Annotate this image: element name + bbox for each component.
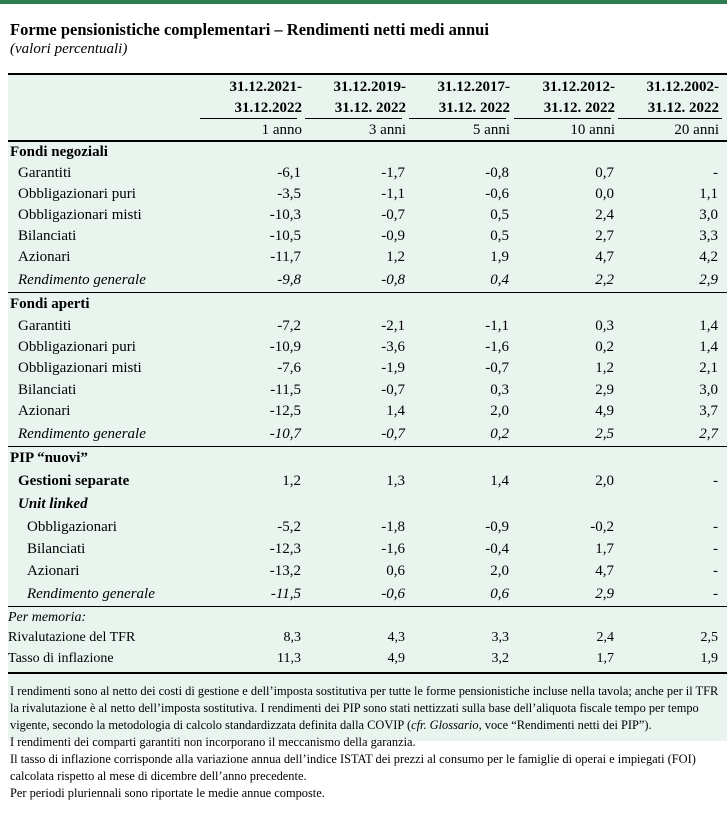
cell-value: -9,8 <box>277 272 301 288</box>
cell-value: 1,7 <box>596 651 614 666</box>
row-label: Rendimento generale <box>27 586 155 602</box>
cell-value: 1,4 <box>386 403 405 419</box>
cell-value: 2,2 <box>595 272 614 288</box>
cell-value: -2,1 <box>381 318 405 334</box>
table-row <box>8 336 727 358</box>
col3-period-start: 31.12.2017- <box>437 79 510 95</box>
table-row <box>8 538 727 560</box>
cell-value: 1,2 <box>595 360 614 376</box>
row-label: Azionari <box>27 563 80 579</box>
cell-value: 4,3 <box>387 630 405 645</box>
cell-value: 4,9 <box>595 403 614 419</box>
note-glossary-ref: cfr. Glossario <box>411 718 479 732</box>
cell-value: 2,7 <box>595 228 614 244</box>
table-row <box>8 379 727 401</box>
cell-value: - <box>713 586 718 602</box>
cell-value: -11,5 <box>270 382 301 398</box>
cell-value: -0,7 <box>381 207 405 223</box>
row-label: Obbligazionari misti <box>18 360 142 376</box>
cell-value: 4,7 <box>595 249 614 265</box>
cell-value: -11,5 <box>270 586 301 602</box>
cell-value: 1,4 <box>699 339 718 355</box>
cell-value: -0,9 <box>381 228 405 244</box>
cell-value: -10,9 <box>269 339 301 355</box>
row-label: Azionari <box>18 249 71 265</box>
row-label: Obbligazionari <box>27 519 117 535</box>
cell-value: - <box>713 541 718 557</box>
cell-value: 0,3 <box>595 318 614 334</box>
section-title: Fondi aperti <box>10 296 90 312</box>
cell-value: 8,3 <box>283 630 301 645</box>
row-label: Obbligazionari puri <box>18 339 136 355</box>
col2-horizon: 3 anni <box>368 122 406 138</box>
total-row <box>8 583 727 605</box>
cell-value: 0,2 <box>490 426 509 442</box>
col5-underline <box>618 118 722 119</box>
note-inflation: Il tasso di inflazione corrisponde alla variazione annua dell’indice ISTAT dei prezzi al consumo per le famiglie di operai e impiegati (FOI) calcolata rispetto al mese di dicembre dell’anno precedente. <box>10 752 696 783</box>
cell-value: 4,7 <box>595 563 614 579</box>
col2-period-end: 31.12. 2022 <box>334 100 406 116</box>
row-label: Garantiti <box>18 165 72 181</box>
subsection-title: Unit linked <box>18 496 88 512</box>
table-row <box>8 162 727 184</box>
row-label: Obbligazionari puri <box>18 186 136 202</box>
cell-value: 2,1 <box>699 360 718 376</box>
col1-horizon: 1 anno <box>261 122 302 138</box>
col5-period-start: 31.12.2002- <box>646 79 719 95</box>
top-accent-bar <box>0 0 727 4</box>
cell-value: 2,0 <box>490 563 509 579</box>
col2-underline <box>305 118 402 119</box>
cell-value: 2,0 <box>595 473 614 489</box>
cell-value: 0,3 <box>490 382 509 398</box>
cell-value: -10,7 <box>269 426 301 442</box>
cell-value: -1,1 <box>381 186 405 202</box>
note-text: I rendimenti sono al netto dei costi di gestione e dell’imposta sostitutiva per tutte le forme pensionistiche incluse nella tavola; anche per il TFR la rivalutazione è al netto dell’imposta sostitutiva. I rendimenti dei PIP sono stati nettizzati sulla base dell’aliquota fiscale tempo per tempo vigente, secondo la metodologia di calcolo standardizzata definita dalla COVIP ( <box>10 684 719 732</box>
cell-value: -12,5 <box>269 403 301 419</box>
cell-value: 1,7 <box>595 541 614 557</box>
cell-value: -11,7 <box>270 249 301 265</box>
note-averages: Per periodi pluriennali sono riportate le medie annue composte. <box>10 786 325 800</box>
cell-value: 0,6 <box>490 586 509 602</box>
table-row <box>8 560 727 582</box>
cell-value: 2,9 <box>699 272 718 288</box>
col1-period-end: 31.12.2022 <box>234 100 302 116</box>
cell-value: -0,2 <box>590 519 614 535</box>
total-row <box>8 269 727 291</box>
col5-period-end: 31.12. 2022 <box>647 100 719 116</box>
memoria-header <box>8 607 727 629</box>
memoria-title: Per memoria: <box>8 610 87 625</box>
section-header-fondi-aperti <box>8 293 727 315</box>
cell-value: 2,7 <box>699 426 718 442</box>
cell-value: 3,2 <box>491 651 509 666</box>
col3-underline <box>409 118 506 119</box>
cell-value: 0,7 <box>595 165 614 181</box>
cell-value: - <box>713 165 718 181</box>
cell-value: 1,4 <box>490 473 509 489</box>
table-top-rule <box>8 73 727 75</box>
table-subtitle: (valori percentuali) <box>10 41 128 57</box>
cell-value: 3,0 <box>699 382 718 398</box>
col4-period-end: 31.12. 2022 <box>543 100 615 116</box>
note-text: , voce “Rendimenti netti dei PIP”). <box>478 718 652 732</box>
cell-value: 2,9 <box>595 586 614 602</box>
section-title: Fondi negoziali <box>10 144 108 160</box>
cell-value: -0,8 <box>381 272 405 288</box>
cell-value: -7,2 <box>277 318 301 334</box>
table-row <box>8 357 727 379</box>
cell-value: 2,4 <box>596 630 614 645</box>
cell-value: -0,7 <box>381 426 405 442</box>
table-title: Forme pensionistiche complementari – Rendimenti netti medi annui <box>10 20 489 39</box>
column-headers <box>8 73 727 141</box>
col4-underline <box>514 118 611 119</box>
cell-value: 2,4 <box>595 207 614 223</box>
section-title: PIP “nuovi” <box>10 450 88 466</box>
cell-value: -1,1 <box>485 318 509 334</box>
row-label: Rendimento generale <box>18 272 146 288</box>
cell-value: -1,8 <box>381 519 405 535</box>
cell-value: -3,5 <box>277 186 301 202</box>
cell-value: 1,9 <box>490 249 509 265</box>
cell-value: 3,3 <box>491 630 509 645</box>
cell-value: 0,5 <box>490 207 509 223</box>
row-label: Bilanciati <box>18 228 77 244</box>
cell-value: -0,6 <box>381 586 405 602</box>
cell-value: 2,9 <box>595 382 614 398</box>
table-row <box>8 400 727 422</box>
cell-value: -10,3 <box>269 207 301 223</box>
unit-linked-header <box>8 493 727 515</box>
cell-value: 0,4 <box>490 272 509 288</box>
col2-period-start: 31.12.2019- <box>333 79 406 95</box>
row-label: Bilanciati <box>18 382 77 398</box>
cell-value: 4,2 <box>699 249 718 265</box>
cell-value: 2,5 <box>700 630 718 645</box>
row-label: Rivalutazione del TFR <box>8 630 136 645</box>
cell-value: -10,5 <box>269 228 301 244</box>
cell-value: -6,1 <box>277 165 301 181</box>
row-label: Garantiti <box>18 318 72 334</box>
row-label: Gestioni separate <box>18 473 130 489</box>
table-row <box>8 315 727 337</box>
cell-value: 2,5 <box>595 426 614 442</box>
col1-period-start: 31.12.2021- <box>229 79 302 95</box>
cell-value: 0,5 <box>490 228 509 244</box>
row-label: Bilanciati <box>27 541 86 557</box>
table-notes <box>10 683 722 802</box>
table-row <box>8 225 727 247</box>
col4-horizon: 10 anni <box>570 122 615 138</box>
cell-value: -7,6 <box>277 360 301 376</box>
row-label: Rendimento generale <box>18 426 146 442</box>
cell-value: 3,3 <box>699 228 718 244</box>
cell-value: -1,6 <box>485 339 509 355</box>
table-row <box>8 204 727 226</box>
cell-value: -0,6 <box>485 186 509 202</box>
note-guarantee: I rendimenti dei comparti garantiti non incorporano il meccanismo della garanzia. <box>10 735 416 749</box>
row-label: Azionari <box>18 403 71 419</box>
cell-value: -0,7 <box>381 382 405 398</box>
cell-value: -1,6 <box>381 541 405 557</box>
cell-value: 1,1 <box>699 186 718 202</box>
table-row <box>8 627 727 649</box>
cell-value: -0,8 <box>485 165 509 181</box>
cell-value: 0,0 <box>595 186 614 202</box>
col5-horizon: 20 anni <box>674 122 719 138</box>
cell-value: 1,2 <box>282 473 301 489</box>
table-row <box>8 183 727 205</box>
cell-value: - <box>713 519 718 535</box>
cell-value: - <box>713 563 718 579</box>
cell-value: 1,9 <box>700 651 718 666</box>
col1-underline <box>200 118 297 119</box>
cell-value: -3,6 <box>381 339 405 355</box>
row-label: Tasso di inflazione <box>8 651 114 666</box>
cell-value: -5,2 <box>277 519 301 535</box>
cell-value: -13,2 <box>269 563 301 579</box>
col3-period-end: 31.12. 2022 <box>438 100 510 116</box>
cell-value: - <box>713 473 718 489</box>
cell-value: 0,6 <box>386 563 405 579</box>
table-row <box>8 246 727 268</box>
col3-horizon: 5 anni <box>472 122 510 138</box>
cell-value: 1,2 <box>386 249 405 265</box>
cell-value: -1,9 <box>381 360 405 376</box>
cell-value: -1,7 <box>381 165 405 181</box>
cell-value: 0,2 <box>595 339 614 355</box>
table-row <box>8 516 727 538</box>
cell-value: 4,9 <box>387 651 405 666</box>
cell-value: 1,3 <box>386 473 405 489</box>
table-row <box>8 648 727 670</box>
cell-value: -0,7 <box>485 360 509 376</box>
row-label: Obbligazionari misti <box>18 207 142 223</box>
section-header-pip <box>8 447 727 469</box>
cell-value: 3,0 <box>699 207 718 223</box>
gestioni-separate-row <box>8 470 727 492</box>
cell-value: 11,3 <box>277 651 301 666</box>
cell-value: 1,4 <box>699 318 718 334</box>
cell-value: 2,0 <box>490 403 509 419</box>
cell-value: -12,3 <box>269 541 301 557</box>
note-methodology <box>10 683 722 734</box>
cell-value: 3,7 <box>699 403 718 419</box>
cell-value: -0,4 <box>485 541 509 557</box>
total-row <box>8 423 727 445</box>
table-bottom-rule <box>8 672 727 674</box>
section-header-fondi-negoziali <box>8 141 727 163</box>
col4-period-start: 31.12.2012- <box>542 79 615 95</box>
cell-value: -0,9 <box>485 519 509 535</box>
